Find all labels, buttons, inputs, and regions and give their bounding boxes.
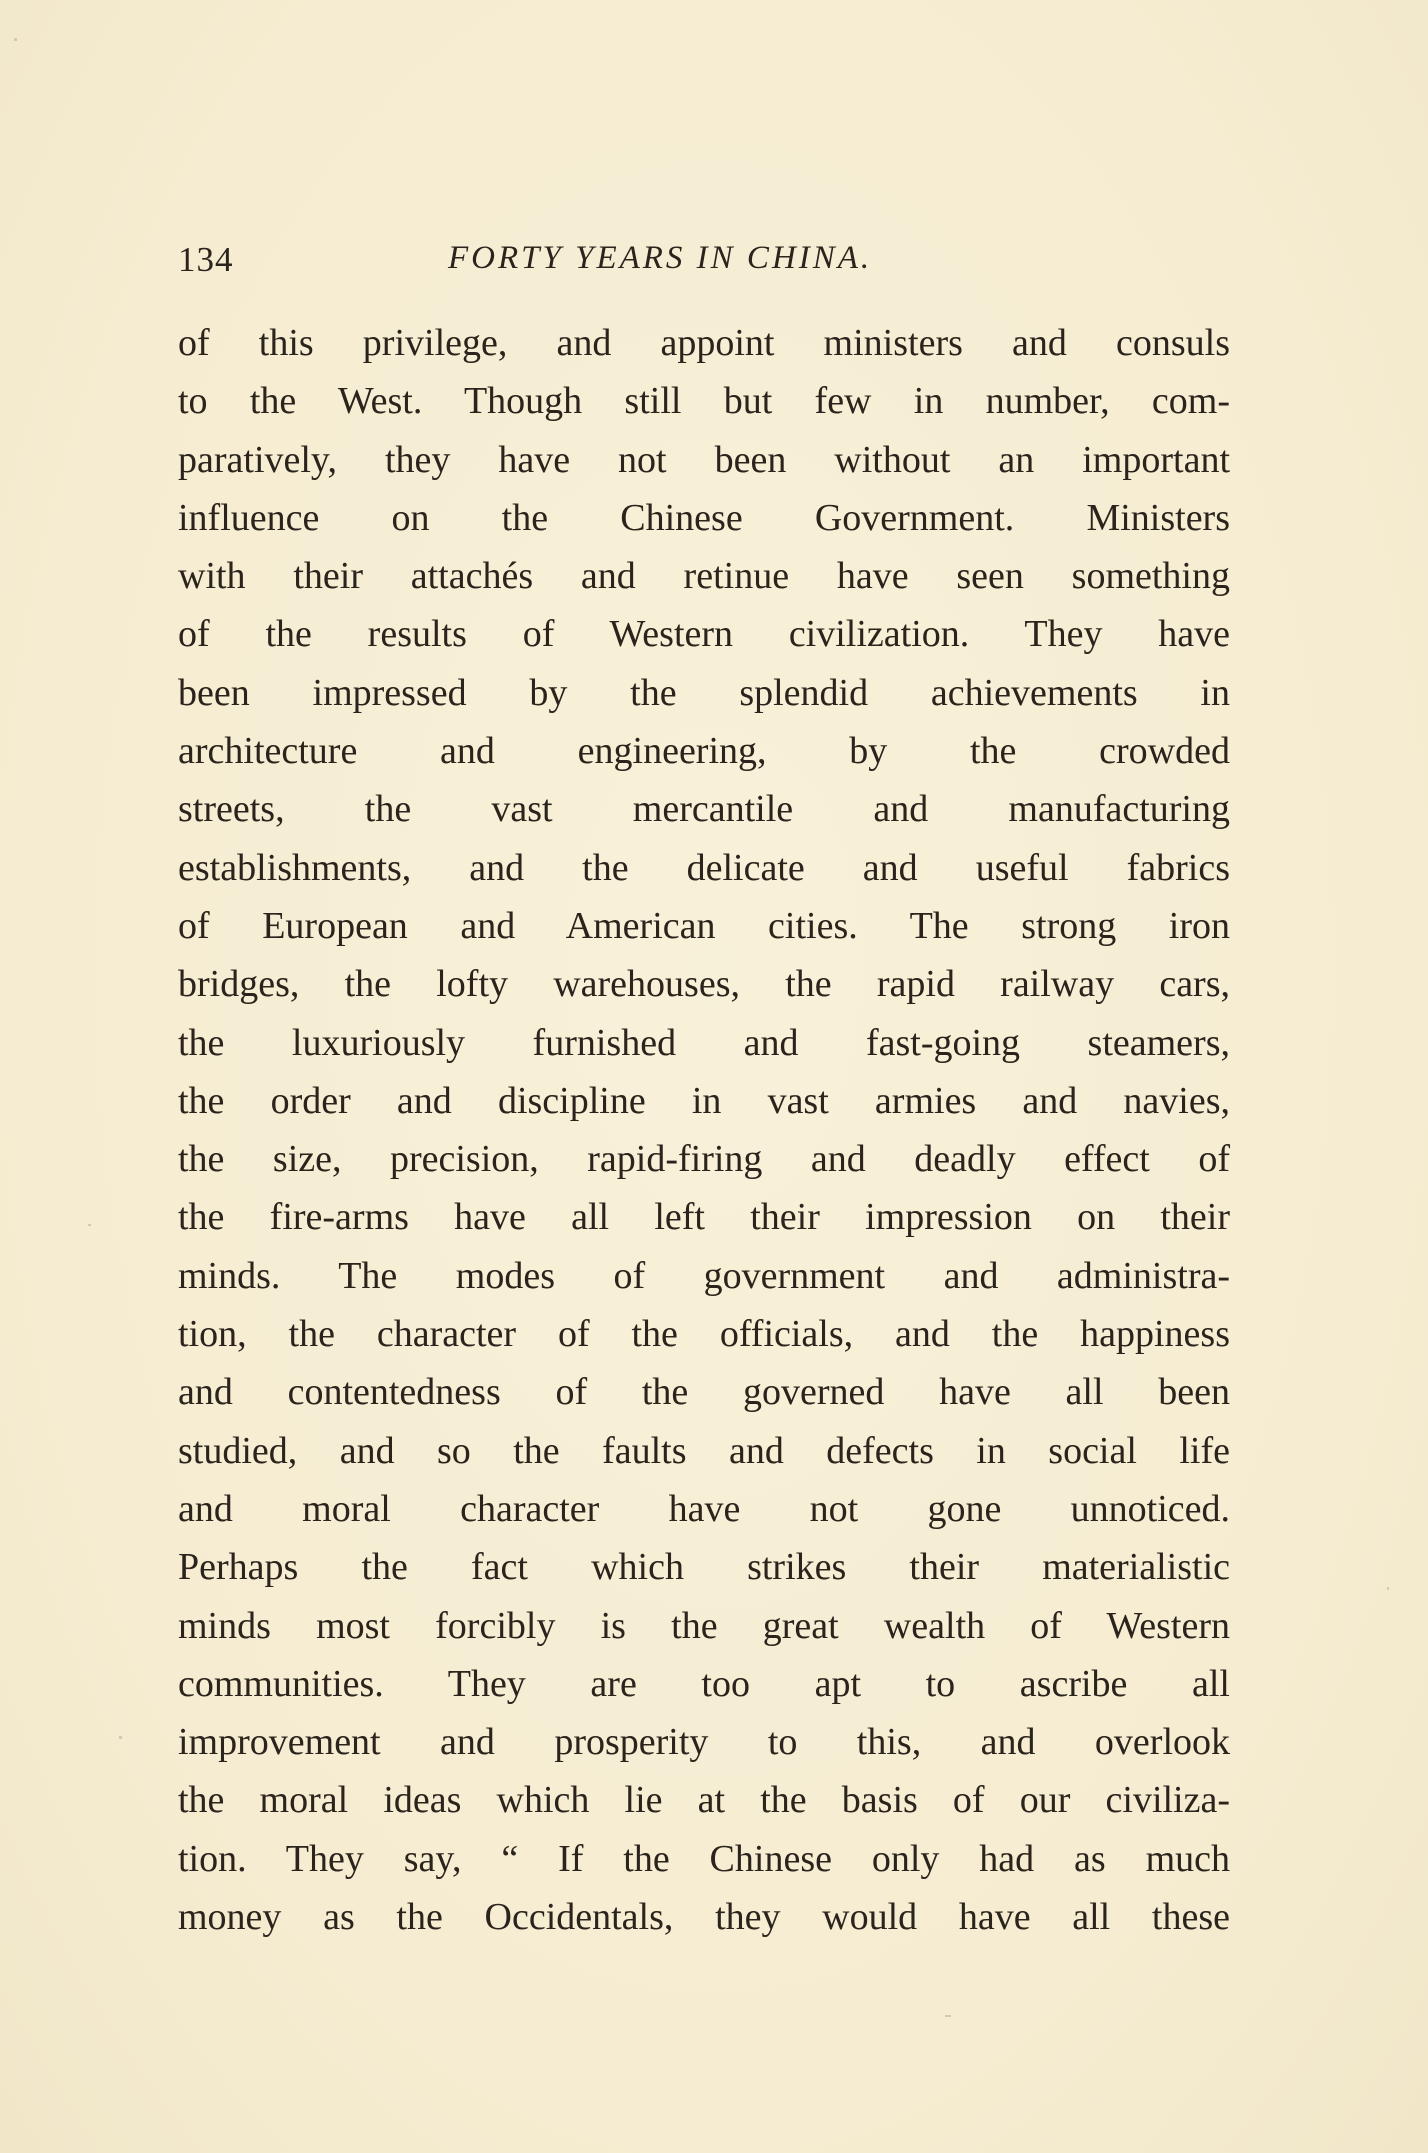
paper-speck <box>1387 1587 1389 1590</box>
text-line: studied, and so the faults and defects in social life <box>178 1429 1230 1472</box>
text-line: minds most forcibly is the great wealth of Western <box>178 1604 1230 1647</box>
text-line: money as the Occidentals, they would have all these <box>178 1896 1230 1939</box>
paper-speck <box>945 2015 951 2017</box>
paper-speck <box>119 1736 122 1739</box>
text-line: of this privilege, and appoint ministers and consuls <box>178 322 1230 364</box>
body-text <box>178 314 1230 1946</box>
text-line: tion, the character of the officials, and the happiness <box>178 1313 1230 1356</box>
text-line: bridges, the lofty warehouses, the rapid railway cars, <box>178 963 1230 1006</box>
text-line: paratively, they have not been without an important <box>178 438 1230 481</box>
text-line: establishments, and the delicate and useful fabrics <box>178 846 1230 889</box>
text-line: the moral ideas which lie at the basis of our civiliza- <box>178 1779 1230 1822</box>
text-line: and moral character have not gone unnoticed. <box>178 1487 1230 1530</box>
text-line: tion. They say, “ If the Chinese only had as much <box>178 1837 1230 1880</box>
text-line: the size, precision, rapid-firing and deadly effect of <box>178 1138 1230 1181</box>
text-line: architecture and engineering, by the crowded <box>178 730 1230 773</box>
paper-speck <box>88 1224 91 1226</box>
text-line: Perhaps the fact which strikes their materialistic <box>178 1546 1230 1589</box>
text-line: the order and discipline in vast armies and navies, <box>178 1079 1230 1122</box>
paper-speck <box>14 38 17 41</box>
text-line: of European and American cities. The strong iron <box>178 904 1230 947</box>
text-line: of the results of Western civilization. They have <box>178 613 1230 656</box>
text-line: the luxuriously furnished and fast-going steamers, <box>178 1021 1230 1064</box>
text-line: improvement and prosperity to this, and overlook <box>178 1721 1230 1764</box>
running-head <box>178 240 1230 290</box>
text-line: been impressed by the splendid achievements in <box>178 671 1230 714</box>
text-line: with their attachés and retinue have seen something <box>178 555 1230 598</box>
text-line: influence on the Chinese Government. Ministers <box>178 496 1230 539</box>
text-line: to the West. Though still but few in number, com- <box>178 380 1230 423</box>
text-line: minds. The modes of government and administra- <box>178 1254 1230 1297</box>
text-line: communities. They are too apt to ascribe all <box>178 1662 1230 1705</box>
page-number: 134 <box>178 240 234 279</box>
text-line: and contentedness of the governed have all been <box>178 1371 1230 1414</box>
text-line: the fire-arms have all left their impression on their <box>178 1196 1230 1239</box>
text-line: streets, the vast mercantile and manufacturing <box>178 788 1230 831</box>
running-title: FORTY YEARS IN CHINA. <box>448 240 873 276</box>
